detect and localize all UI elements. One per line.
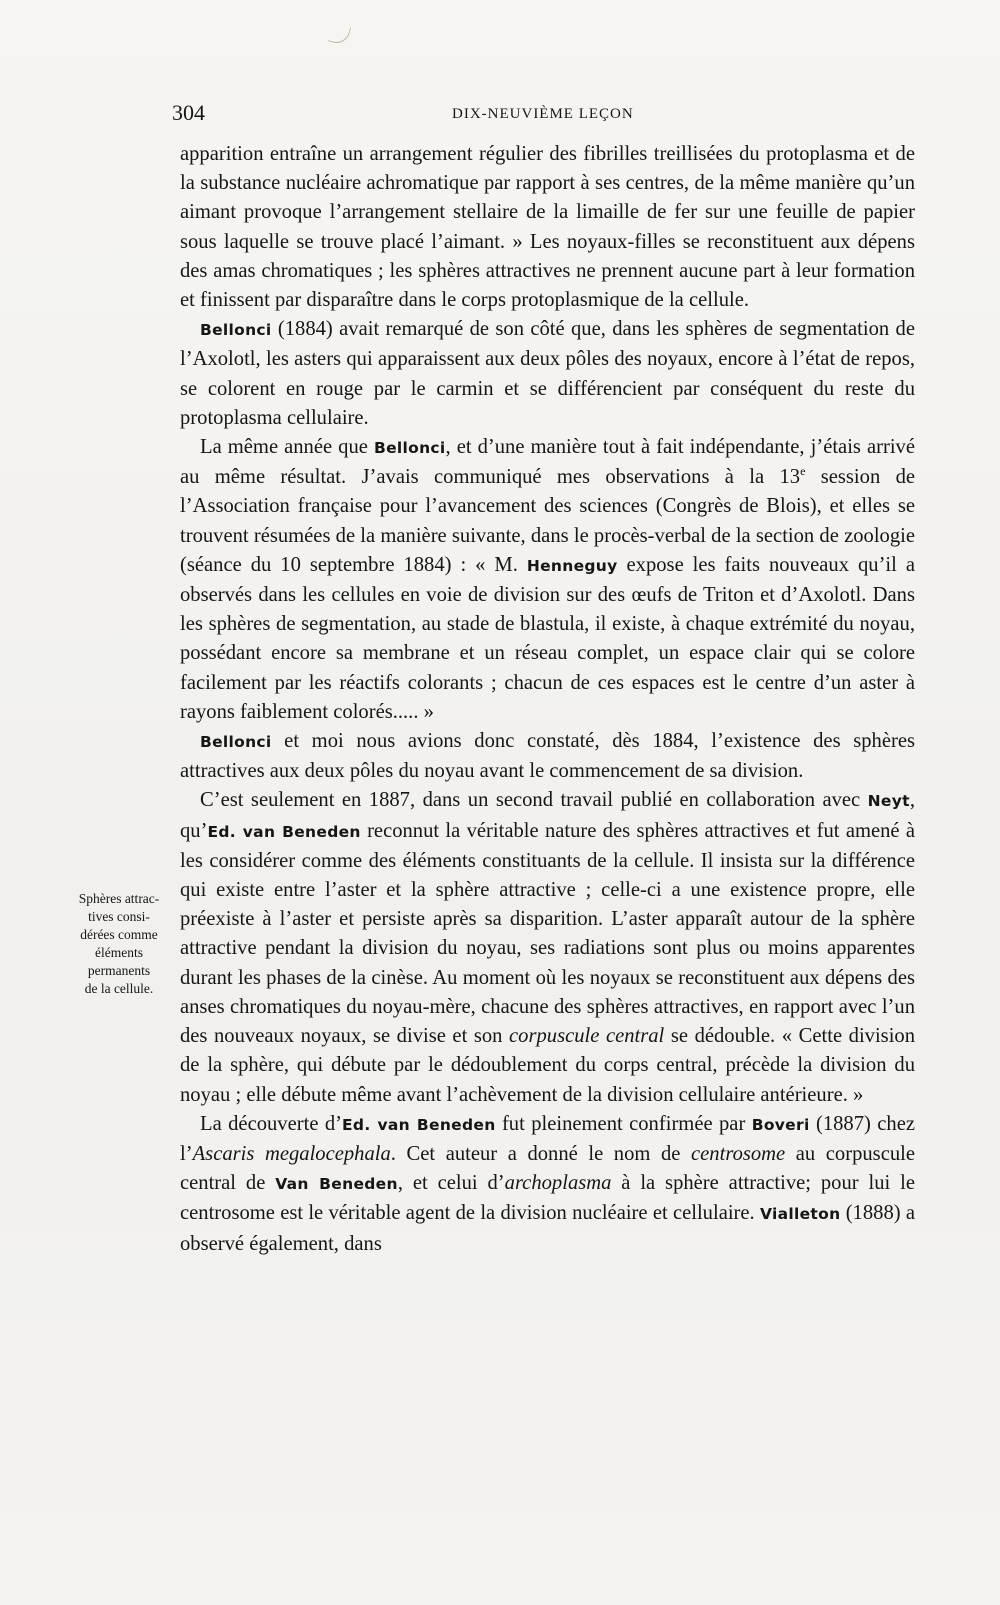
margin-note-line: tives consi-: [88, 909, 150, 924]
pencil-mark: [328, 23, 351, 46]
paragraph-text: session de l’Association française pour l’avancement des sciences (Congrès de Blois), et elles se trouvent résumées de la manière suivante, dans le procès-verbal de la section de zoologie (séance du 10 septembre 1884) : « M.: [180, 466, 916, 576]
paragraph-6: [180, 1110, 915, 1259]
paragraph-text: et moi nous avions donc constaté, dès 1884, l’existence des sphères attractives aux deux pôles du noyau avant le commencement de sa division.: [180, 730, 915, 783]
paragraph-1: [180, 140, 915, 315]
author-name: Henneguy: [526, 556, 618, 575]
author-name: Ed. van Beneden: [342, 1115, 496, 1134]
paragraph-4: [180, 727, 915, 786]
italic-term: Ascaris megalocephala: [192, 1142, 391, 1165]
italic-term: centrosome: [691, 1142, 786, 1165]
running-title: DIX-NEUVIÈME LEÇON: [452, 106, 634, 122]
author-name: Ed. van Beneden: [207, 822, 361, 841]
paragraph-5: [180, 786, 915, 1109]
paragraph-3: [180, 433, 915, 727]
paragraph-text: C’est seulement en 1887, dans un second travail publié en collaboration avec: [200, 789, 868, 812]
paragraph-text: expose les faits nouveaux qu’il a observés dans les cellules en voie de division sur des œufs de Triton et d’Axolotl. Dans les sphères de segmentation, au stade de blastula, il existe, à chaque extrémité du noyau, possédant encore sa membrane et un réseau complet, un espace clair qui se colore facilement par les réactifs colorants ; chacun de ces espaces est le centre d’un aster à rayons faiblement colorés..... »: [180, 553, 915, 723]
paragraph-text: La découverte d’: [200, 1112, 343, 1135]
paragraph-text: (1884) avait remarqué de son côté que, dans les sphères de segmentation de l’Axolotl, les asters qui apparaissent aux deux pôles des noyaux, encore à l’état de repos, se colorent en rouge par le carmin et se différencient par conséquent du reste du protoplasma cellulaire.: [180, 318, 915, 429]
author-name: Vialleton: [759, 1205, 841, 1224]
author-name: Bellonci: [200, 321, 272, 340]
paragraph-text: se dédouble. « Cette division de la sphère, qui débute par le dédoublement du corps central, précède la division du noyau ; elle débute même avant l’achèvement de la division cellulaire antérieure. »: [180, 1025, 916, 1106]
paragraph-text: , et d’une manière tout à fait indépendante, j’étais arrivé au même résultat. J’avais communiqué mes observations à la 13: [180, 436, 915, 489]
paragraph-text: La même année que: [200, 436, 374, 459]
paragraph-text: (1888) a observé également, dans: [180, 1202, 916, 1255]
margin-note-line: Sphères attrac-: [78, 891, 160, 906]
italic-term: corpuscule central: [509, 1025, 665, 1048]
margin-note-line: de la cellule.: [84, 981, 154, 996]
margin-note-line: éléments: [95, 945, 143, 960]
paragraph-text: , et celui d’: [397, 1172, 505, 1195]
paragraph-text: apparition entraîne un arrangement régulier des fibrilles treillisées du protoplasma et de la substance nucléaire achromatique par rapport à ses centres, de la même manière qu’un aimant provoque l’arrangement stellaire de la limaille de fer sur une feuille de papier sous laquelle se trouve placé l’aimant. » Les noyaux-filles se reconstituent aux dépens des amas chromatiques ; les sphères attractives ne prennent aucune part à leur formation et finissent par disparaître dans le corps protoplasmique de la cellule.: [180, 143, 915, 312]
paragraph-text: . Cet auteur a donné le nom de: [390, 1142, 692, 1165]
margin-note: [60, 890, 178, 998]
paragraph-text: au corpuscule central de: [180, 1142, 915, 1195]
italic-term: archoplasma: [504, 1172, 612, 1195]
paragraph-text: (1887) chez l’: [180, 1112, 915, 1165]
margin-note-line: permanents: [87, 963, 151, 978]
author-name: Bellonci: [200, 733, 272, 752]
paragraph-text: , qu’: [180, 789, 915, 842]
paragraph-text: à la sphère attractive; pour lui le centrosome est le véritable agent de la division nucléaire et cellulaire.: [180, 1172, 915, 1225]
paragraph-text: reconnut la véritable nature des sphères attractives et fut amené à les considérer comme des éléments constituants de la cellule. Il insista sur la différence qui existe entre l’aster et la sphère attractive ; celle-ci a une existence propre, elle préexiste à l’aster et persiste après sa disparition. L’aster apparaît autour de la sphère attractive pendant la division du noyau, ses radiations sont plus ou moins apparentes durant les phases de la cinèse. Au moment où les noyaux se reconstituent aux dépens des anses chromatiques du noyau-mère, chacune des sphères attractives, en rapport avec l’un des nouveaux noyaux, se divise et son: [180, 819, 916, 1048]
page-number: 304: [172, 100, 205, 125]
paragraph-2: [180, 315, 915, 433]
page-header: [172, 100, 912, 130]
author-name: Bellonci: [373, 439, 446, 458]
paragraph-text: fut pleinement confirmée par: [495, 1112, 752, 1135]
author-name: Neyt: [867, 792, 910, 811]
author-name: Boveri: [751, 1115, 810, 1134]
body-text: [180, 140, 915, 1259]
margin-note-line: dérées comme: [80, 927, 158, 942]
author-name: Van Beneden: [275, 1175, 398, 1194]
superscript: e: [800, 464, 806, 479]
